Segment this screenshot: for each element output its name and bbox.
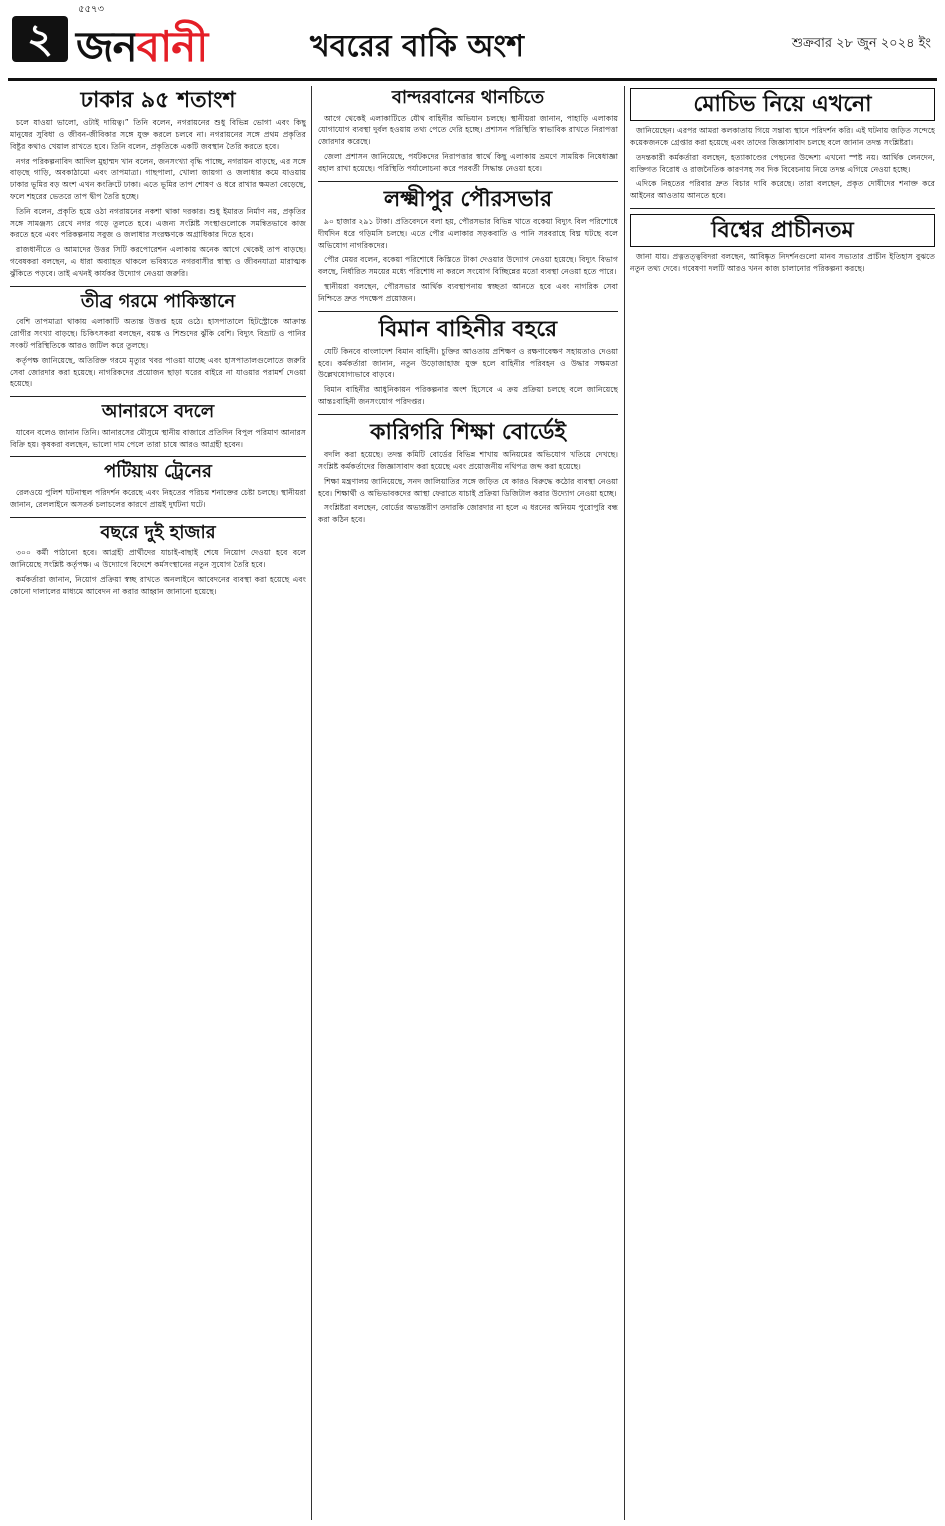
story-paragraph: পৌর মেয়র বলেন, বকেয়া পরিশোধে কিস্তিতে টাকা দেওয়ার উদ্যোগ নেওয়া হয়েছে। বিদ্যুৎ বিভাগ বলছে, নির্ধারিত সময়ের মধ্যে পরিশোধ না করলে সংযোগ বিচ্ছিন্নের মতো ব্যবস্থা নেওয়া হতে পারে। [318, 255, 618, 277]
story-paragraph: বিমান বাহিনীর আধুনিকায়ন পরিকল্পনার অংশ হিসেবে এ ক্রয় প্রক্রিয়া চলছে বলে জানিয়েছে আন্তঃবাহিনী জনসংযোগ পরিদপ্তর। [318, 385, 618, 407]
column-divider [311, 86, 312, 1520]
column-2 [318, 86, 618, 1520]
story-paragraph: শিক্ষা মন্ত্রণালয় জানিয়েছে, সনদ জালিয়াতির সঙ্গে জড়িত যে কারও বিরুদ্ধে কঠোর ব্যবস্থা নেওয়া হবে। শিক্ষার্থী ও অভিভাবকদের আস্থা ফেরাতে যাচাই প্রক্রিয়া ডিজিটাল করার উদ্যোগ নেওয়া হচ্ছে। [318, 476, 618, 498]
story-paragraph: ৩০০ কর্মী পাঠানো হবে। আগ্রহী প্রার্থীদের যাচাই-বাছাই শেষে নিয়োগ দেওয়া হবে বলে জানিয়েছে সংশ্লিষ্ট কর্তৃপক্ষ। এ উদ্যোগে বিদেশে কর্মসংস্থানের নতুন সুযোগ তৈরি হবে। [10, 548, 306, 570]
story-paragraph: সংশ্লিষ্টরা বলছেন, বোর্ডের অভ্যন্তরীণ তদারকি জোরদার না হলে এ ধরনের অনিয়ম পুরোপুরি বন্ধ করা কঠিন হবে। [318, 503, 618, 525]
story-divider [10, 456, 306, 457]
story [10, 523, 306, 598]
story-divider [318, 414, 618, 415]
story-divider [10, 286, 306, 287]
story-divider [10, 517, 306, 518]
story-paragraph: জেলা প্রশাসন জানিয়েছে, পর্যটকদের নিরাপত্তার স্বার্থে কিছু এলাকায় ভ্রমণে সাময়িক নিষেধাজ্ঞা বহাল রাখা হয়েছে। পরিস্থিতি পর্যালোচনা করে পরবর্তী সিদ্ধান্ত নেওয়া হবে। [318, 152, 618, 173]
story-headline[interactable]: বিশ্বের প্রাচীনতম [630, 214, 935, 247]
column-3 [630, 86, 935, 1520]
story-divider [318, 311, 618, 312]
story [630, 214, 935, 275]
story-paragraph: বদলি করা হয়েছে। তদন্ত কমিটি বোর্ডের বিভিন্ন শাখায় অনিয়মের অভিযোগ খতিয়ে দেখছে। সংশ্লিষ্ট কর্মকর্তাদের জিজ্ঞাসাবাদ করা হয়েছে এবং প্রয়োজনীয় নথিপত্র জব্দ করা হয়েছে। [318, 450, 618, 471]
story-paragraph: জানা যায়। প্রত্নতত্ত্ববিদরা বলছেন, আবিষ্কৃত নিদর্শনগুলো মানব সভ্যতার প্রাচীন ইতিহাস বুঝতে নতুন তথ্য দেবে। গবেষণা দলটি আরও খনন কাজ চালানোর পরিকল্পনা করছে। [630, 252, 935, 274]
story-headline[interactable]: বছরে দুই হাজার [100, 521, 216, 543]
story-paragraph: যাবেন বলেও জানান তিনি। আনারসের মৌসুমে স্থানীয় বাজারে প্রতিদিন বিপুল পরিমাণ আনারস বিক্রি হয়। কৃষকরা বলছেন, ভালো দাম পেলে তারা চাষে আরও আগ্রহী হবেন। [10, 427, 306, 449]
section-title: খবরের বাকি অংশ [310, 29, 524, 64]
story-divider [10, 396, 306, 397]
page-number: ২ [12, 16, 68, 62]
story-headline[interactable]: তীব্র গরমে পাকিস্তানে [80, 290, 236, 312]
story [318, 88, 618, 175]
edition-number: ৫৫৭৩ [78, 4, 104, 15]
story-paragraph: এদিকে নিহতের পরিবার দ্রুত বিচার দাবি করেছে। তারা বলছেন, প্রকৃত দোষীদের শনাক্ত করে আইনের আওতায় আনতে হবে। [630, 179, 935, 201]
story [318, 187, 618, 305]
story [10, 402, 306, 450]
story-divider [630, 208, 935, 209]
story-headline[interactable]: ঢাকার ৯৫ শতাংশ [80, 88, 236, 113]
story [10, 292, 306, 390]
masthead [0, 0, 945, 80]
newspaper-logo: জনবানী [76, 22, 208, 71]
story-paragraph: ৯০ হাজার ২৯১ টাকা। প্রতিবেদনে বলা হয়, পৌরসভার বিভিন্ন খাতে বকেয়া বিদ্যুৎ বিল পরিশোধে দীর্ঘদিন ধরে গড়িমসি চলছে। এতে পৌর এলাকার সড়কবাতি ও পানি সরবরাহে বিঘ্ন ঘটছে বলে অভিযোগ নাগরিকদের। [318, 216, 618, 250]
story-paragraph: কর্মকর্তারা জানান, নিয়োগ প্রক্রিয়া স্বচ্ছ রাখতে অনলাইনে আবেদনের ব্যবস্থা করা হয়েছে এবং কোনো দালালের মাধ্যমে আবেদন না করার আহ্বান জানানো হয়েছে। [10, 574, 306, 596]
story-paragraph: নগর পরিকল্পনাবিদ আদিল মুহাম্মদ খান বলেন, জনসংখ্যা বৃদ্ধি পাচ্ছে, নগরায়ন বাড়ছে, এর সঙ্গে বাড়ছে গাড়ি, অবকাঠামো এবং তাপমাত্রা। গাছপালা, খোলা জায়গা ও জলাধার কমে যাওয়ায় ঢাকার ভূমির বড় অংশ এখন কংক্রিটে ঢাকা। এতে ভূমির তাপ শোষণ ও ধরে রাখার ক্ষমতা বেড়েছে, ফলে শহরের ভেতরে তাপ দ্বীপ তৈরি হচ্ছে। [10, 156, 306, 202]
story-paragraph: জানিয়েছেন। এরপর আমরা কলকাতায় গিয়ে সন্তাব্য স্থানে পরিদর্শন করি। এই ঘটনায় জড়িত সন্দেহে কয়েকজনকে গ্রেপ্তার করা হয়েছে এবং তাদের জিজ্ঞাসাবাদ চলছে বলে জানান তদন্ত সংশ্লিষ্টরা। [630, 126, 935, 148]
story-headline[interactable]: মোচিভ নিয়ে এখনো [630, 88, 935, 121]
story-paragraph: কর্তৃপক্ষ জানিয়েছে, অতিরিক্ত গরমে মৃত্যুর খবর পাওয়া যাচ্ছে এবং হাসপাতালগুলোতে জরুরি সেবা জোরদার করা হয়েছে। নাগরিকদের প্রয়োজন ছাড়া ঘরের বাইরে না যাওয়ার পরামর্শ দেওয়া হয়েছে। [10, 355, 306, 389]
story-divider [318, 181, 618, 182]
story-headline[interactable]: পটিয়ায় ট্রেনের [104, 461, 212, 483]
story [10, 88, 306, 280]
story [630, 88, 935, 202]
story-paragraph: তিনি বলেন, প্রকৃতি হয়ে ওঠা নগরায়নের নকশা থাকা দরকার। শুধু ইমারত নির্মাণ নয়, প্রকৃতির সঙ্গে সামঞ্জস্য রেখে নগর গড়ে তুলতে হবে। এজন্য সংশ্লিষ্ট সংস্থাগুলোকে সমন্বিতভাবে কাজ করতে হবে এবং পরিকল্পনায় সবুজ ও জলাধার সংরক্ষণকে অগ্রাধিকার দিতে হবে। [10, 206, 306, 240]
story-paragraph: রেলওয়ে পুলিশ ঘটনাস্থল পরিদর্শন করেছে এবং নিহতের পরিচয় শনাক্তের চেষ্টা চলছে। স্থানীয়রা জানান, রেললাইনে অসতর্ক চলাচলের কারণে প্রায়ই দুর্ঘটনা ঘটে। [10, 488, 306, 509]
story-paragraph: বেশি তাপমাত্রা থাকায় এলাকাটি অত্যন্ত উত্তপ্ত হয়ে ওঠে। হাসপাতালে হিটস্ট্রোকে আক্রান্ত রোগীর সংখ্যা বাড়ছে। চিকিৎসকরা বলছেন, বয়স্ক ও শিশুদের ঝুঁকি বেশি। বিদ্যুৎ বিভ্রাট ও পানির সংকট পরিস্থিতিকে আরও জটিল করে তুলছে। [10, 317, 306, 350]
dateline: শুক্রবার ২৮ জুন ২০২৪ ইং [791, 36, 931, 51]
story-headline[interactable]: লক্ষ্মীপুর পৌরসভার [383, 186, 553, 212]
story-paragraph: স্থানীয়রা বলছেন, পৌরসভার আর্থিক ব্যবস্থাপনায় স্বচ্ছতা আনতে হবে এবং নাগরিক সেবা নিশ্চিতে দ্রুত পদক্ষেপ প্রয়োজন। [318, 281, 618, 303]
story-paragraph: আগে থেকেই এলাকাটিতে যৌথ বাহিনীর অভিযান চলছে। স্থানীয়রা জানান, পাহাড়ি এলাকায় যোগাযোগ ব্যবস্থা দুর্বল হওয়ায় তথ্য পেতে দেরি হচ্ছে। প্রশাসন পরিস্থিতি স্বাভাবিক রাখতে নিরাপত্তা জোরদার করেছে। [318, 113, 618, 147]
story-paragraph: চলে যাওয়া ভালো, ওটাই দায়িত্ব।” তিনি বলেন, নগরায়নের শুধু বিভিন্ন ভোগা এবং কিছু মানুষের সুবিধা ও জীবন-জীবিকার সঙ্গে যুক্ত করলে চলবে না। নগরায়নের সঙ্গে প্রথম প্রকৃতির বিষ্টুর কথাও খেয়াল রাখতে হবে। তিনি বলেন, প্রকৃতিকে একটি জবস্থান তৈরি করতে হবে। [10, 118, 306, 151]
column-divider [624, 86, 625, 1520]
story-paragraph: তদন্তকারী কর্মকর্তারা বলছেন, হত্যাকাণ্ডের পেছনের উদ্দেশ্য এখনো স্পষ্ট নয়। আর্থিক লেনদেন, ব্যক্তিগত বিরোধ ও রাজনৈতিক কারণসহ সব দিক বিবেচনায় নিয়ে তদন্ত এগিয়ে নেওয়া হচ্ছে। [630, 152, 935, 174]
masthead-rule [8, 78, 937, 81]
story [318, 317, 618, 408]
column-1 [10, 86, 306, 1520]
story-headline[interactable]: আনারসে বদলে [101, 401, 215, 423]
story-headline[interactable]: বান্দরবানের থানচিতে [391, 87, 545, 108]
story-paragraph: রাজধানীতে ও আমাদের উত্তর সিটি করপোরেশন এলাকায় অনেক আগে থেকেই তাপ বাড়ছে। গবেষকরা বলছেন, এ ধারা অব্যাহত থাকলে ভবিষ্যতে নগরবাসীর স্বাস্থ্য ও জীবনযাত্রা মারাত্মক ঝুঁকিতে পড়বে। তাই এখনই কার্যকর উদ্যোগ নেওয়া জরুরি। [10, 245, 306, 278]
story-paragraph: যেটি কিনবে বাংলাদেশ বিমান বাহিনী। চুক্তির আওতায় প্রশিক্ষণ ও রক্ষণাবেক্ষণ সহায়তাও দেওয়া হবে। কর্মকর্তারা জানান, নতুন উড়োজাহাজ যুক্ত হলে বাহিনীর পরিবহন ও উদ্ধার সক্ষমতা উল্লেখযোগ্যভাবে বাড়বে। [318, 346, 618, 380]
story [318, 420, 618, 526]
story-headline[interactable]: বিমান বাহিনীর বহরে [378, 316, 558, 342]
story-headline[interactable]: কারিগরি শিক্ষা বোর্ডেই [370, 419, 566, 445]
story [10, 462, 306, 510]
